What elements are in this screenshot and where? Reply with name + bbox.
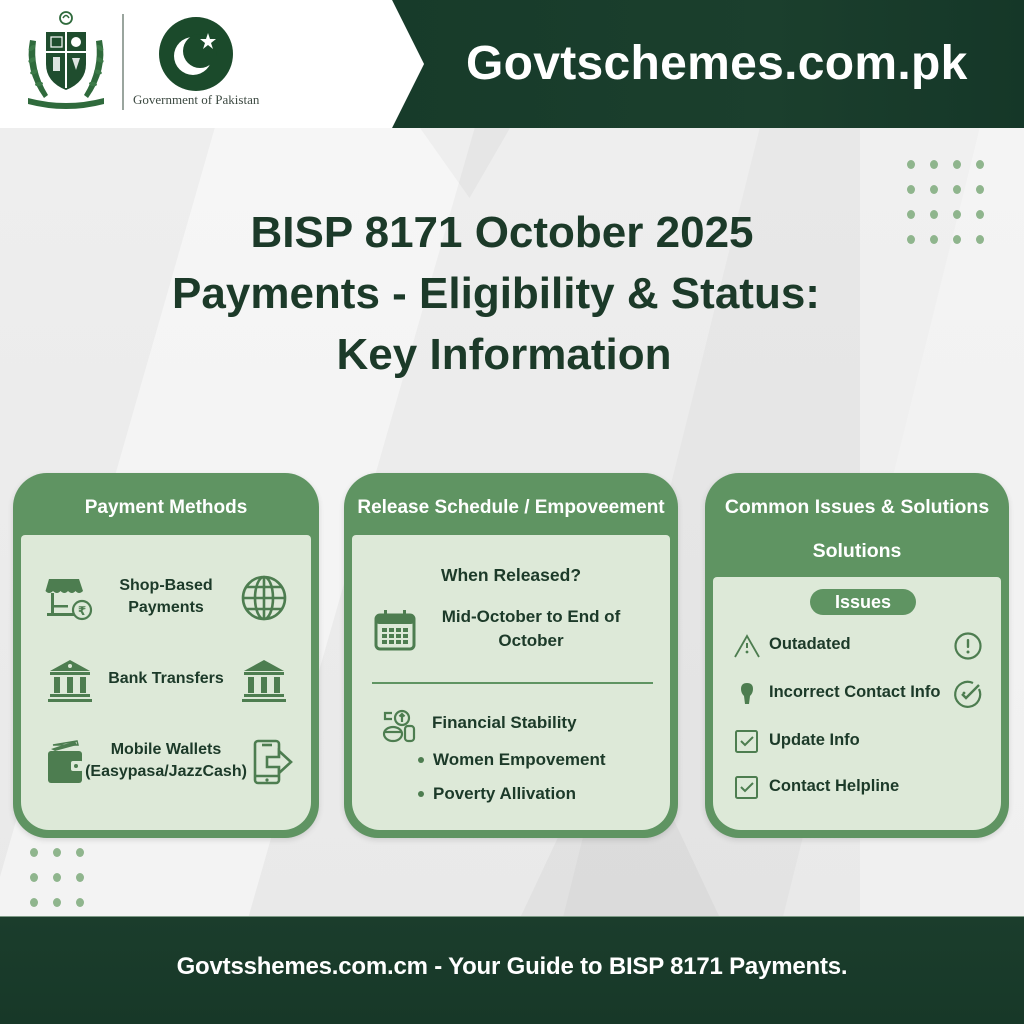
state-emblem-icon [20,10,112,110]
benefit-bullet: Women Empovement [418,750,606,770]
bullet-dot [418,757,424,763]
benefit-title: Financial Stability [432,713,577,732]
header [0,0,1024,128]
card-heading: Payment Methods [84,497,248,518]
card-heading: Common Issues & Solutions Solutions [724,496,990,562]
globe-icon [239,575,289,621]
page-title [100,202,904,385]
decorative-dots [30,848,84,907]
payment-method-label: Bank Transfers [108,670,224,687]
payment-method-row [21,649,311,709]
title-line-3: Key Information [336,330,672,379]
government-label: Government of Pakistan [133,92,260,107]
release-window: Mid-October to End of October [441,607,621,650]
card-body [713,577,1001,830]
header-divider [122,14,124,110]
checkbox-checked-icon[interactable] [733,729,761,755]
crescent-star-icon [158,16,234,92]
svg-text:₹: ₹ [77,604,87,618]
issue-label: Incorrect Contact Info [769,683,941,701]
solution-row[interactable] [713,727,1001,757]
solution-label: Update Info [769,731,860,749]
check-circle-icon [953,679,983,709]
common-issues-card [705,473,1009,838]
exclamation-circle-icon [953,631,983,661]
issue-row [713,679,1001,709]
calendar-icon [374,609,416,651]
issue-label: Outadated [769,635,851,653]
when-released-heading: When Released? [440,565,582,585]
issues-pill: Issues [810,589,916,615]
release-schedule-card [344,473,678,838]
payment-method-row [21,567,311,627]
mobile-transfer-icon [247,739,297,785]
issue-row [713,631,1001,661]
payment-method-row [21,731,311,791]
solution-label: Contact Helpline [769,777,900,795]
section-divider [372,682,653,684]
card-body [352,535,670,830]
decorative-dots [907,160,984,244]
card-body [21,535,311,830]
checkbox-checked-icon[interactable] [733,775,761,801]
finance-coins-icon [382,709,418,743]
payment-method-label: Mobile Wallets (Easypasa/JazzCash) [85,741,247,780]
location-pin-icon [733,681,761,707]
payment-method-label: Shop-Based Payments [119,577,213,616]
footer-tagline: Govtsshemes.com.cm - Your Guide to BISP 8171 Payments. [176,953,848,980]
title-line-2: Payments - Eligibility & Status: [172,269,820,318]
benefit-bullet: Poverty Allivation [418,784,576,804]
bullet-dot [418,791,424,797]
title-line-1: BISP 8171 October 2025 [250,208,754,257]
bank-icon [239,657,289,703]
warning-triangle-icon [733,633,761,659]
footer [0,916,1024,1024]
payment-methods-card [13,473,319,838]
card-heading: Release Schedule / Empoveement [357,497,665,518]
site-title[interactable]: Govtschemes.com.pk [466,37,968,90]
solution-row[interactable] [713,773,1001,803]
